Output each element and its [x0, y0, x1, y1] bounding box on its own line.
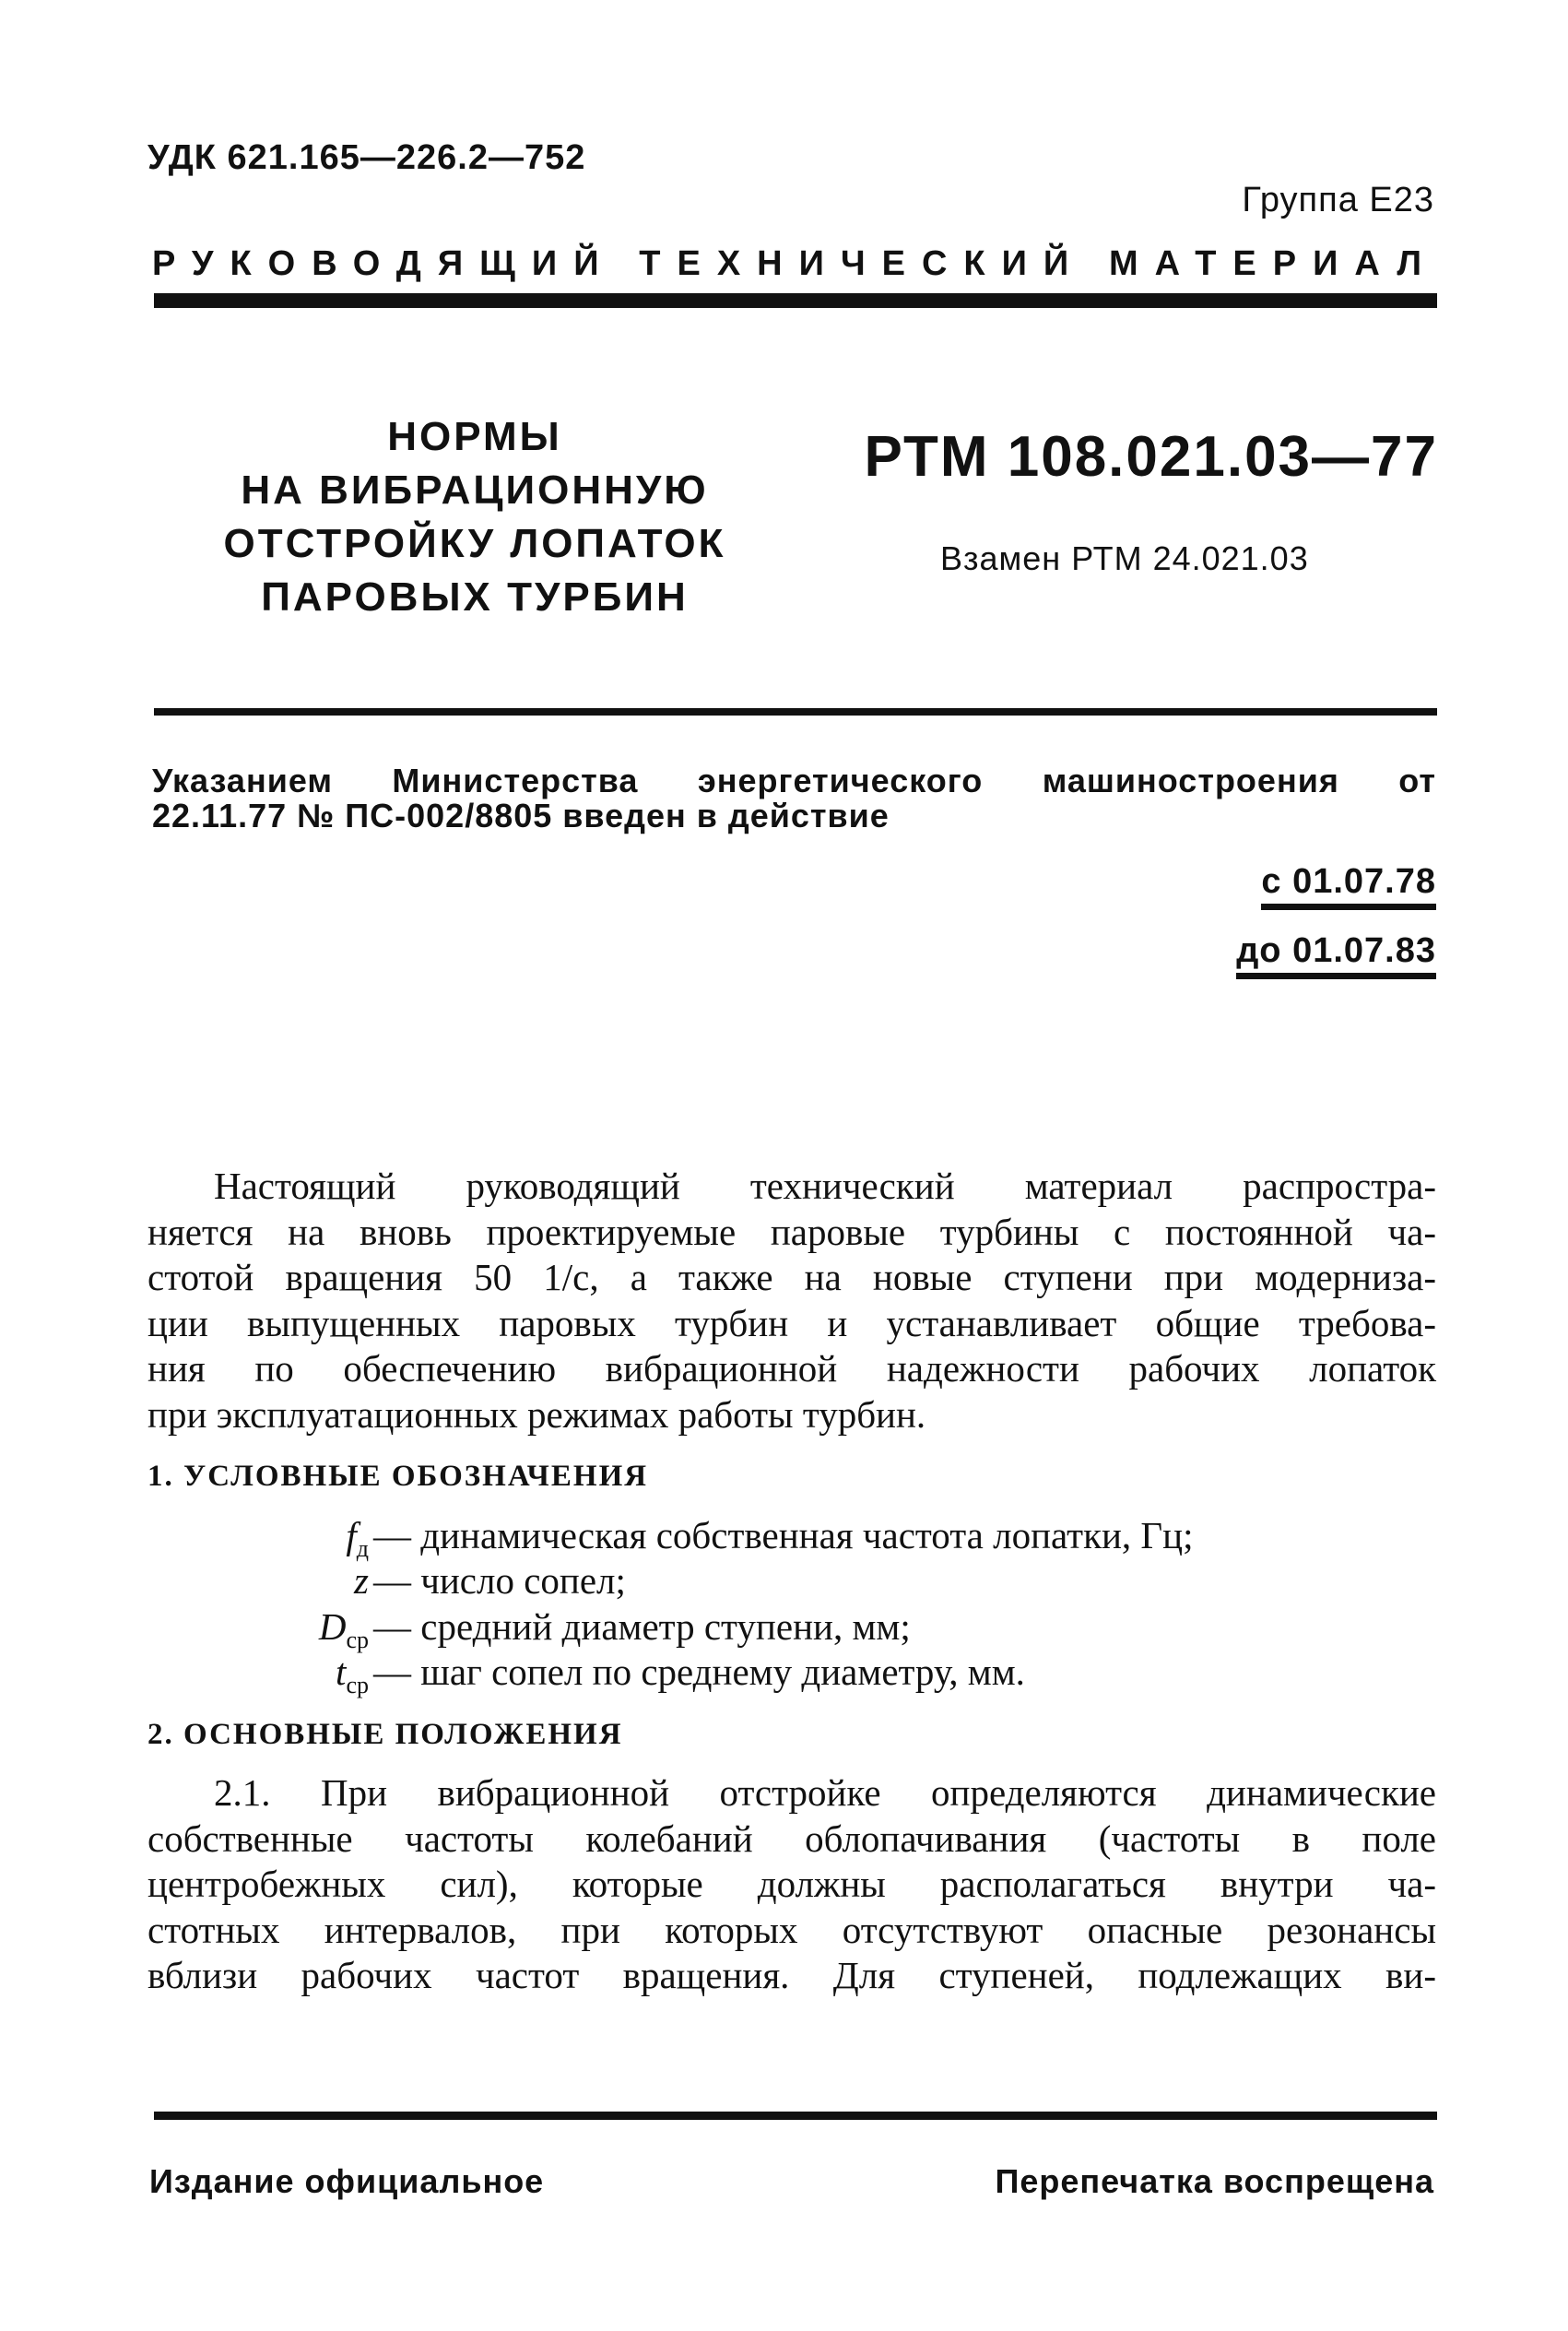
document-body: [147, 1164, 1436, 1999]
intro-line: ния по обеспечению вибрационной надежности рабочих лопаток: [147, 1347, 1436, 1390]
decree-text: [152, 763, 1436, 834]
notation-symbol: $f_д$: [346, 1513, 369, 1562]
decree-line-2: 22.11.77 № ПС-002/8805 введен в действие: [152, 797, 890, 834]
valid-to-underline: [1236, 973, 1436, 979]
section-2-title: 2. ОСНОВНЫЕ ПОЛОЖЕНИЯ: [147, 1717, 623, 1751]
notation-symbol: $D_{ср}$: [318, 1604, 369, 1653]
notation-text: — динамическая собственная частота лопатки, Гц;: [373, 1513, 1194, 1556]
title-line: ПАРОВЫХ ТУРБИН: [261, 574, 689, 620]
heading-rule: [154, 293, 1437, 308]
para-2-1-line: собственные частоты колебаний облопачивания (частоты в поле: [147, 1816, 1436, 1860]
notation-symbol: z: [354, 1559, 369, 1602]
title-line: ОТСТРОЙКУ ЛОПАТОК: [223, 521, 726, 566]
document-code: РТМ 108.021.03—77: [864, 425, 1438, 489]
intro-line: при эксплуатационных режимах работы турбин.: [147, 1392, 926, 1436]
valid-from-text: с 01.07.78: [1261, 862, 1436, 901]
notation-item: [147, 1558, 1436, 1604]
para-2-1-line: стотных интервалов, при которых отсутствуют опасные резонансы: [147, 1908, 1436, 1951]
decree-line-1: [152, 763, 1436, 799]
para-2-1-line: вблизи рабочих частот вращения. Для ступеней, подлежащих ви-: [147, 1954, 1436, 1996]
intro-line: стотой вращения 50 1/с, а также на новые ступени при модерниза-: [147, 1256, 1436, 1298]
notation-text: — число сопел;: [373, 1559, 626, 1602]
decree-word: Министерства: [392, 762, 639, 799]
doc-type-word-2: ТЕХНИЧЕСКИЙ: [639, 244, 1086, 283]
notation-symbol: $t_{ср}$: [336, 1651, 369, 1699]
decree-word: энергетического: [697, 762, 984, 799]
footer-official-edition: Издание официальное: [149, 2162, 545, 2200]
valid-from-underline: [1261, 904, 1436, 910]
doc-type-word-1: РУКОВОДЯЩИЙ: [152, 244, 616, 283]
notation-text: — шаг сопел по среднему диаметру, мм.: [373, 1651, 1025, 1693]
intro-line: ции выпущенных паровых турбин и устанавливает общие требова-: [147, 1301, 1436, 1344]
notation-item: [147, 1650, 1436, 1699]
doc-type-word-3: МАТЕРИАЛ: [1109, 244, 1438, 283]
notation-text: — средний диаметр ступени, мм;: [373, 1604, 911, 1648]
para-2-1-line: центробежных сил), которые должны располагаться внутри ча-: [147, 1863, 1436, 1905]
para-2-1-line: 2.1. При вибрационной отстройке определяются динамические: [214, 1771, 1436, 1814]
title-line: НА ВИБРАЦИОННУЮ: [241, 467, 709, 513]
intro-line: няется на вновь проектируемые паровые турбины с постоянной ча-: [147, 1210, 1436, 1253]
intro-line: Настоящий руководящий технический материал распростра-: [214, 1165, 1436, 1207]
section-1-title: 1. УСЛОВНЫЕ ОБОЗНАЧЕНИЯ: [147, 1460, 649, 1493]
valid-from-date: [1261, 862, 1436, 910]
udk-code: УДК 621.165—226.2—752: [147, 138, 586, 177]
document-title: [189, 410, 760, 624]
group-code: Группа Е23: [1242, 181, 1434, 219]
title-rule: [154, 708, 1437, 716]
footer-rule: [154, 2112, 1437, 2120]
decree-word: Указанием: [152, 762, 333, 799]
valid-to-date: [1236, 931, 1436, 979]
footer-reprint-forbidden: Перепечатка воспрещена: [995, 2162, 1434, 2200]
title-line: НОРМЫ: [387, 414, 562, 459]
document-type-heading: [152, 244, 1438, 284]
decree-word: от: [1398, 762, 1436, 799]
valid-to-text: до 01.07.83: [1236, 931, 1436, 970]
decree-word: машиностроения: [1042, 762, 1339, 799]
notation-item: [147, 1604, 1436, 1651]
notation-item: [147, 1513, 1436, 1562]
replaces-note: Взамен РТМ 24.021.03: [940, 539, 1309, 577]
